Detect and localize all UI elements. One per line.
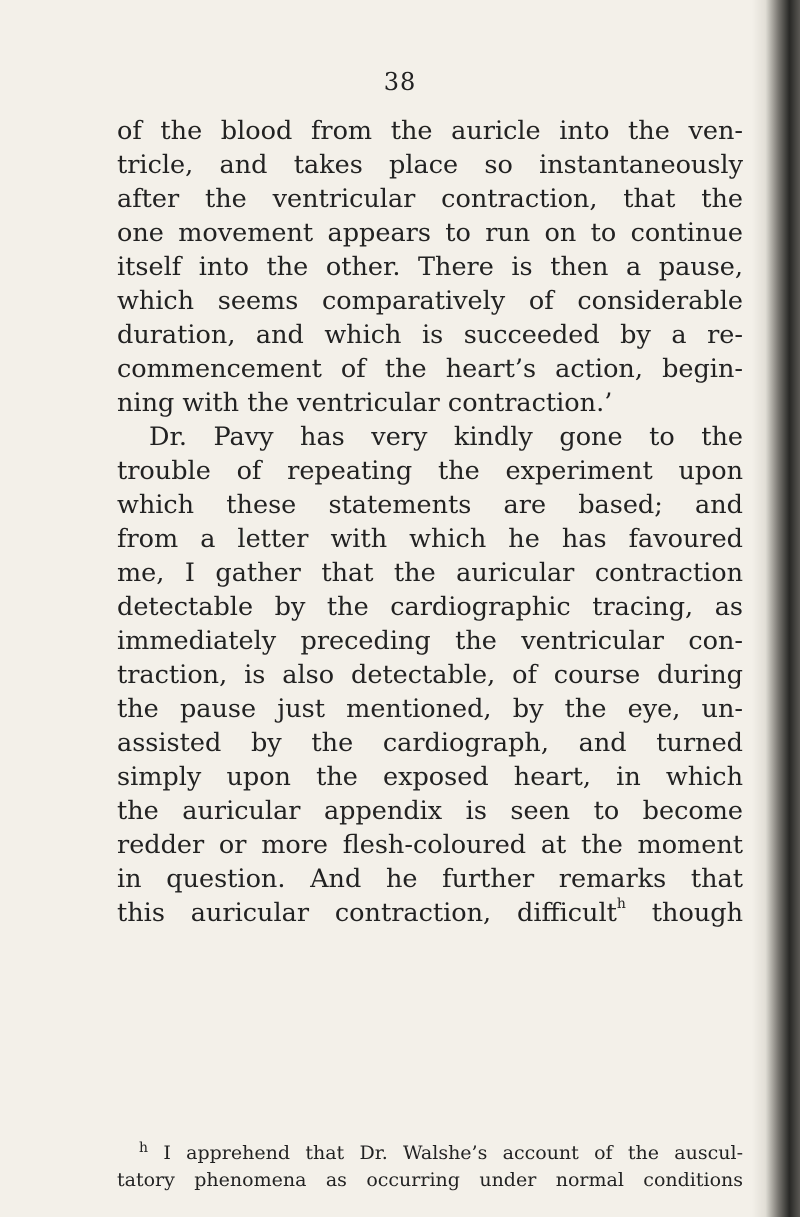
text-line: itself into the other. There is then a pause,	[117, 252, 743, 282]
footnotes	[117, 1140, 743, 1194]
footnote-text: I apprehend that Dr. Walshe’s account of the auscul-	[148, 1142, 743, 1164]
footnote-line	[117, 1140, 743, 1167]
text-line: of the blood from the auricle into the ven-	[117, 116, 743, 146]
text-line: after the ventricular contraction, that the	[117, 184, 743, 214]
text-line-with-footnote-ref	[117, 896, 743, 930]
page-number: 38	[383, 68, 417, 96]
text-line: which seems comparatively of considerable	[117, 286, 743, 316]
text-line: commencement of the heart’s action, begin-	[117, 354, 743, 384]
text-line: tricle, and takes place so instantaneously	[117, 150, 743, 180]
text-line: one movement appears to run on to continue	[117, 218, 743, 248]
text-line: detectable by the cardiographic tracing, as	[117, 592, 743, 622]
text-line: traction, is also detectable, of course during	[117, 660, 743, 690]
text-line: trouble of repeating the experiment upon	[117, 456, 743, 486]
text-line: from a letter with which he has favoured	[117, 524, 743, 554]
footnote-line: tatory phenomena as occurring under normal conditions	[117, 1169, 743, 1191]
text-line: immediately preceding the ventricular con-	[117, 626, 743, 656]
text-line: me, I gather that the auricular contraction	[117, 558, 743, 588]
text-line: the pause just mentioned, by the eye, un-	[117, 694, 743, 724]
text-line: Dr. Pavy has very kindly gone to the	[149, 422, 743, 452]
footnote-reference[interactable]: h	[616, 896, 626, 912]
text-segment: though	[625, 898, 743, 928]
footnote-marker: h	[139, 1140, 149, 1156]
text-line: in question. And he further remarks that	[117, 864, 743, 894]
text-line: duration, and which is succeeded by a re-	[117, 320, 743, 350]
binding-edge	[752, 0, 800, 1217]
text-line: which these statements are based; and	[117, 490, 743, 520]
text-line: ning with the ventricular contraction.’	[117, 388, 613, 418]
text-line: redder or more flesh-coloured at the moment	[117, 830, 743, 860]
body-text	[117, 114, 743, 930]
text-line: the auricular appendix is seen to become	[117, 796, 743, 826]
text-segment: this auricular contraction, difficult	[117, 898, 617, 928]
text-line: assisted by the cardiograph, and turned	[117, 728, 743, 758]
text-line: simply upon the exposed heart, in which	[117, 762, 743, 792]
